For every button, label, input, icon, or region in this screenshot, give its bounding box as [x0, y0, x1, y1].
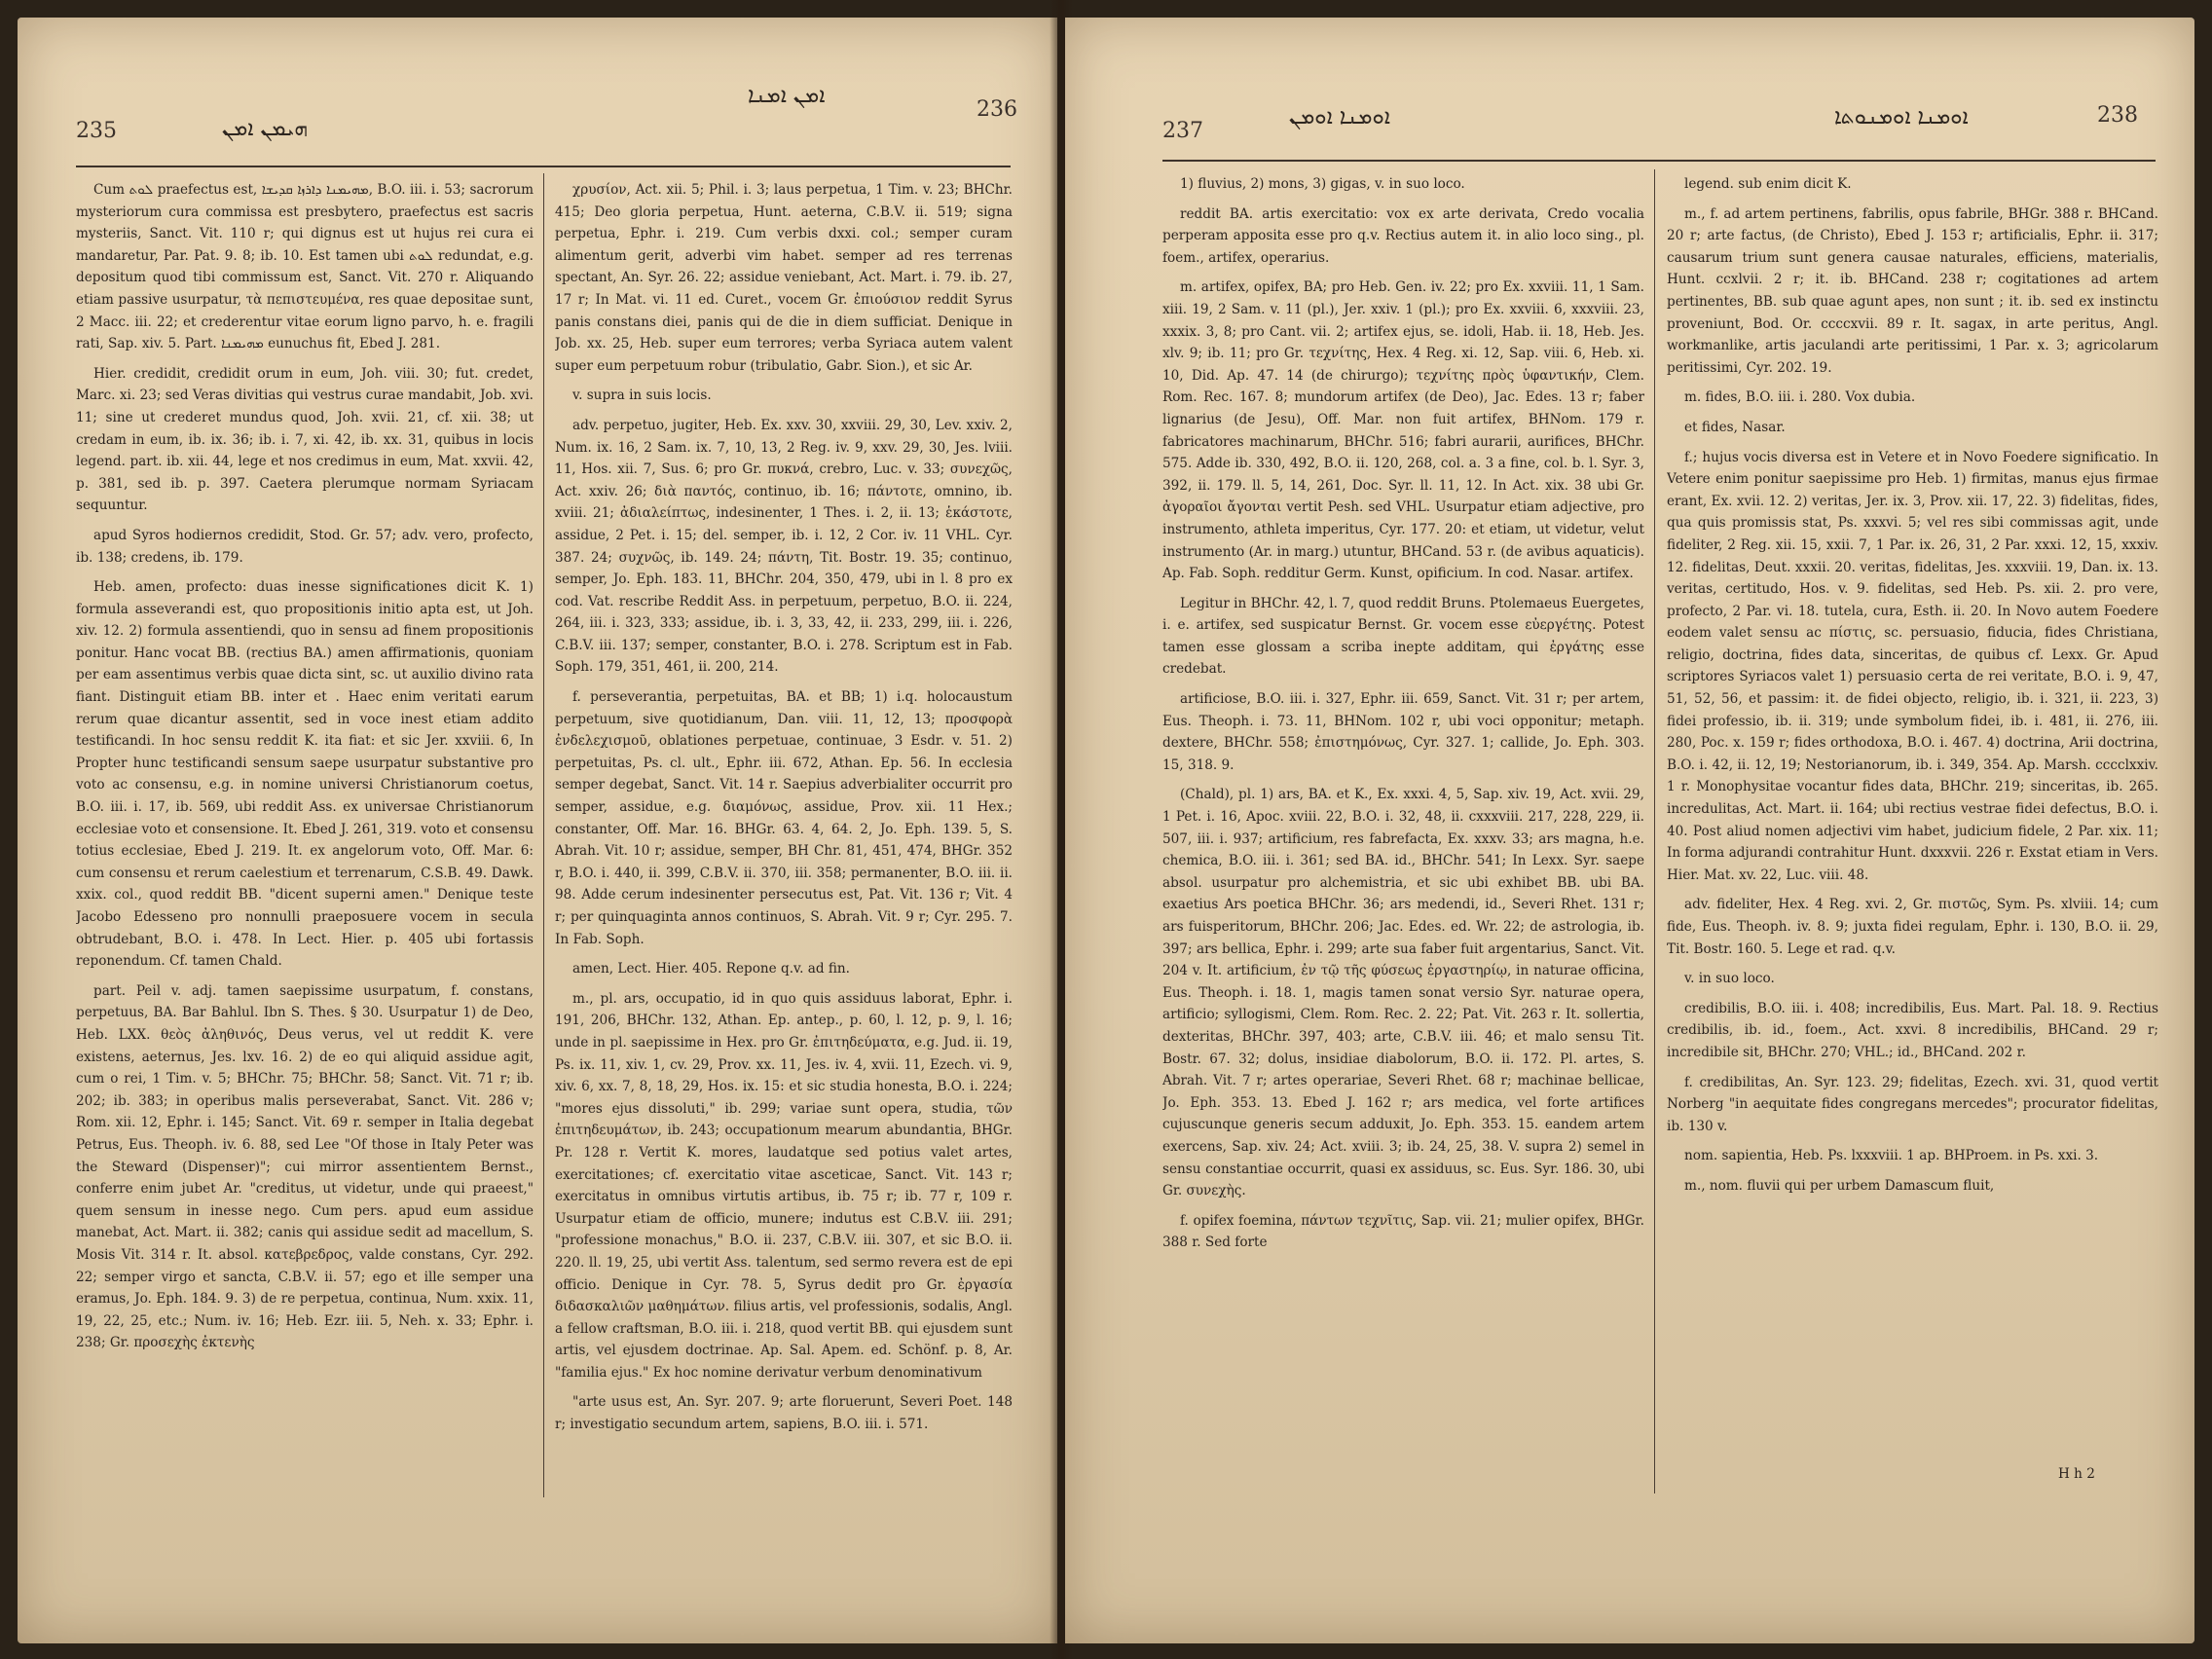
entry-paragraph: m., nom. fluvii qui per urbem Damascum fluit, — [1684, 1177, 1995, 1194]
entry-paragraph: Legitur in BHChr. 42, l. 7, quod reddit Bruns. Ptolemaeus Euergetes, i. e. artifex, sed suspicatur Bernst. Gr. vocem esse εὐεργέτης. Potest tamen esse glossam a scriba inepte additam, qui ἐργάτης esse credebat. — [1162, 595, 1644, 678]
left-page — [18, 18, 1057, 1643]
header-rule-right — [1162, 160, 2156, 162]
entry-paragraph: Hier. credidit, credidit orum in eum, Joh. viii. 30; fut. credet, Marc. xi. 23; sed Veras divitias qui vestrus curae mandabit, Job. xvi. 11; sine ut crederet mundus quod, Joh. xvii. 21, cf. xii. 38; ut credam in eum, ib. ix. 36; ib. i. 7, xi. 42, ib. xx. 31, quibus in locis legend. part. ib. xii. 44, lege et nos credimus in eum, Mat. xxvii. 42, p. 381, sed ib. p. 397. Caetera plerumque normam Syriacam sequuntur. — [76, 365, 534, 514]
entry-paragraph: f. perseverantia, perpetuitas, BA. et BB; 1) i.q. holocaustum perpetuum, sive quotidianum, Dan. viii. 11, 12, 13; προσφορὰ ἐνδελεχισμοῦ, oblationes perpetuae, continuae, 3 Esdr. v. 51. 2) perpetuitas, Ps. cl. ult., Ephr. iii. 672, Athan. Ep. 56. In ecclesia semper degebat, Sanct. Vit. 14 r. Saepius adverbialiter occurrit pro semper, assidue, e.g. διαμόνως, assidue, Prov. xii. 11 Hex.; constanter, Off. Mar. 16. BHGr. 63. 4, 64. 2, Jo. Eph. 139. 5, S. Abrah. Vit. 10 r; assidue, semper, BH Chr. 81, 451, 474, BHGr. 352 r, B.O. i. 440, ii. 399, C.B.V. ii. 370, iii. 358; permanenter, B.O. iii. ii. 98. Adde cerum indesinenter persecutus est, Pat. Vit. 136 r; Vit. 4 r; per quinquaginta annos continuos, S. Abrah. Vit. 9 r; Cyr. 295. 7. In Fab. Soph. — [555, 689, 1013, 947]
page-number-235: 235 — [76, 119, 117, 143]
running-head-right-b: ܐܘܡܢܐ ܐܘܡܢܘܬܐ — [1834, 105, 1969, 129]
column-2 — [555, 179, 1013, 1503]
entry-paragraph: reddit BA. artis exercitatio: vox ex arte derivata, Credo vocalia perperam apposita esse pro q.v. Rectius autem it. in alio loco sing., pl. foem., artifex, operarius. — [1162, 205, 1644, 266]
entry-paragraph: f. credibilitas, An. Syr. 123. 29; fidelitas, Ezech. xvi. 31, quod vertit Norberg "in aequitate fides congregans mercedes"; procurator fidelitas, ib. 130 v. — [1667, 1074, 2158, 1134]
page-number-236: 236 — [977, 97, 1017, 122]
column-3 — [1162, 173, 1644, 1497]
entry-paragraph: v. in suo loco. — [1684, 971, 1775, 987]
entry-paragraph: f.; hujus vocis diversa est in Vetere et in Novo Foedere significatio. In Vetere enim ponitur saepissime pro Heb. 1) firmitas, manus ejus firmae erant, Ex. xvii. 12. 2) veritas, Jer. ix. 3, Prov. xii. 17, 22. 3) fidelitas, fides, qua quis promissis stat, Ps. xxxvi. 5; vel res sibi commissas agit, unde fideliter, 2 Reg. xii. 15, xxii. 7, 1 Par. ix. 26, 31, 2 Par. xxxi. 12, 15, xxxiv. 12. fidelitas, Deut. xxxii. 20. veritas, fidelitas, Jes. xxxviii. 19, Dan. ix. 13. veritas, certitudo, Hos. v. 9. fidelitas, sed Heb. Ps. xii. 2. pro vere, profecto, 2 Par. vi. 18. tutela, cura, Esth. ii. 20. In Novo autem Foedere eodem valet sensu ac πίστις, sc. persuasio, fiducia, fides Christiana, religio, doctrina, fides data, sinceritas, de quibus cf. Lexx. Gr. Apud scriptores Syriacos valet 1) persuasio certa de rei veritate, B.O. i. 9, 47, 51, 52, 56, et passim: it. de fidei objecto, religio, ib. i. 321, ii. 223, 3) fidei professio, ib. ii. 319; unde symbolum fidei, ib. i. 481, ii. 276, iii. 280, Poc. x. 159 r; fides orthodoxa, B.O. i. 467. 4) doctrina, Arii doctrina, B.O. i. 42, ii. 12, 19; Nestorianorum, ib. i. 349, 354. Ap. Marsh. cccclxxiv. 1 r. Monophysitae vocantur fides data, BHChr. 219; sinceritas, ib. 265. incredulitas, Act. Mart. ii. 164; ubi rectius vestrae fidei defectus, B.O. i. 40. Post aliud nomen adjectivi vim habet, judicium fidele, 2 Par. xix. 11; In forma adjurandi contrahitur Hunt. dxxxvii. 226 r. Exstat etiam in Vers. Hier. Mat. xv. 22, Luc. viii. 48. — [1667, 449, 2158, 883]
entry-paragraph: adv. fideliter, Hex. 4 Reg. xvi. 2, Gr. πιστῶς, Sym. Ps. xlviii. 14; cum fide, Eus. Theoph. iv. 8. 9; juxta fidei regulam, Ephr. i. 130, B.O. ii. 29, Tit. Bostr. 160. 5. Lege et rad. q.v. — [1667, 897, 2158, 957]
entry-paragraph: (Chald), pl. 1) ars, BA. et K., Ex. xxxi. 4, 5, Sap. xiv. 19, Act. xvii. 29, 1 Pet. i. 16, Apoc. xviii. 22, B.O. i. 32, 48, ii. cxxxviii. 217, 228, 229, ii. 507, iii. i. 937; artificium, res fabrefacta, Ex. xxxv. 33; ars magna, h.e. chemica, B.O. iii. i. 361; sed BA. id., BHChr. 541; In Lexx. Syr. saepe absol. usurpatur pro alchemistria, et sic ubi exhibet BB. ubi BA. exaetius Ars poetica BHChr. 36; ars medendi, id., Severi Rhet. 131 r; ars fuisperitorum, BHChr. 206; Jac. Edes. ed. Wr. 22; de astrologia, ib. 397; ars bellica, Ephr. i. 299; arte sua faber fuit argentarius, Sanct. Vit. 204 v. It. artificium, ἐν τῷ τῆς φύσεως ἐργαστηρίῳ, in naturae officina, Eus. Theoph. i. 18. 1, magis tamen sonat versio Syr. naturae opera, artificio; syllogismi, Clem. Rom. Rec. 2. 22; Pat. Vit. 263 r. It. sollertia, dexteritas, BHChr. 397, 403; arte, C.B.V. iii. 46; et malo sensu Tit. Bostr. 67. 32; dolus, insidiae diabolorum, B.O. ii. 172. Pl. artes, S. Abrah. Vit. 7 r; artes operariae, Severi Rhet. 68 r; machinae bellicae, Jo. Eph. 353. 13. Ebed J. 162 r; ars medica, vel forte artifices cujuscunque generis secum adduxit, Jo. Eph. 353. 15. eandem artem exercens, Sap. xiv. 24; Act. xviii. 3; ib. 24, 25, 38. V. supra 2) semel in sensu constantiae occurrit, quasi ex assiduus, sc. Eus. Syr. 186. 30, ubi Gr. συνεχὴς. — [1162, 787, 1644, 1199]
running-head-left-b: ܐܡܢ ܐܡܢܐ — [748, 84, 826, 108]
entry-paragraph: credibilis, B.O. iii. i. 408; incredibilis, Eus. Mart. Pal. 18. 9. Rectius credibilis, ib. id., foem., Act. xxvi. 8 incredibilis, BHCand. 29 r; incredibile sit, BHChr. 270; VHL.; id., BHCand. 202 r. — [1667, 1000, 2158, 1060]
running-head-right-a: ܐܘܡܢܐ ܐܘܡܢ — [1289, 105, 1390, 129]
page-number-237: 237 — [1162, 119, 1203, 143]
entry-paragraph: 1) fluvius, 2) mons, 3) gigas, v. in suo loco. — [1180, 176, 1465, 192]
header-rule-left — [76, 166, 1011, 167]
column-divider-left — [543, 173, 544, 1497]
entry-paragraph: amen, Lect. Hier. 405. Repone q.v. ad fin. — [572, 961, 850, 977]
column-divider-right — [1654, 169, 1655, 1493]
entry-paragraph: apud Syros hodiernos credidit, Stod. Gr. 57; adv. vero, profecto, ib. 138; credens, ib. 179. — [76, 527, 534, 566]
entry-paragraph: m. fides, B.O. iii. i. 280. Vox dubia. — [1684, 389, 1916, 406]
left-page-header — [76, 84, 1017, 171]
entry-paragraph: adv. perpetuo, jugiter, Heb. Ex. xxv. 30, xxviii. 29, 30, Lev. xxiv. 2, Num. ix. 16, 2 Sam. ix. 7, 10, 13, 2 Reg. iv. 9, xxv. 29, 30, Jes. lviii. 11, Hos. xii. 7, Sus. 6; pro Gr. πυκνά, crebro, Luc. v. 33; συνεχῶς, Act. xxiv. 26; διὰ παντός, continuo, ib. 16; πάντοτε, omnino, ib. xviii. 21; ἀδιαλείπτως, indesinenter, 1 Thes. i. 2, ii. 13; ἑκάστοτε, assidue, 2 Pet. i. 15; del. semper, ib. i. 12, 2 Cor. iv. 11 VHL. Cyr. 387. 24; συχνῶς, ib. 149. 24; πάντη, Tit. Bostr. 19. 35; continuo, semper, Jo. Eph. 183. 11, BHChr. 204, 350, 479, ubi in l. 8 pro ex cod. Vat. rescribe Reddit Ass. in perpetuum, perpetuo, B.O. ii. 224, 264, iii. i. 323, 333; assidue, ib. i. 3, 33, 42, ii. 233, 299, iii. i. 226, C.B.V. iii. 137; semper, constanter, B.O. i. 278. Scriptum est in Fab. Soph. 179, 351, 461, ii. 200, 214. — [555, 417, 1013, 676]
running-head-left-a: ܗܝܡܢ ܐܡܢ — [222, 117, 309, 141]
entry-paragraph: χρυσίον, Act. xii. 5; Phil. i. 3; laus perpetua, 1 Tim. v. 23; BHChr. 415; Deo gloria perpetua, Hunt. aeterna, C.B.V. ii. 519; signa perpetua, Ephr. i. 219. Cum verbis dxxi. col.; semper curam alimentum gerit, adverbi vim habet. semper ad res terrenas spectant, An. Syr. 26. 22; assidue veniebant, Act. Mart. i. 79. ib. 27, 17 r; In Mat. vi. 11 ed. Curet., vocem Gr. ἐπιούσιον reddit Syrus panis constans diei, panis qui de die in diem sufficiat. Denique in Job. xx. 25, Heb. super eum terrores; verba Syriaca autem valent super eum perpetuum robur (tribulatio, Gabr. Sion.), et sic Ar. — [555, 182, 1013, 374]
entry-paragraph: m. artifex, opifex, BA; pro Heb. Gen. iv. 22; pro Ex. xxviii. 11, 1 Sam. xiii. 19, 2 Sam. v. 11 (pl.), Jer. xxiv. 1 (pl.); pro Ex. xxviii. 6, xxxviii. 23, xxxix. 3, 8; pro Cant. vii. 2; artifex ejus, se. idoli, Hab. ii. 18, Heb. Jes. xlv. 9; ib. 11; pro Gr. τεχνίτης, Hex. 4 Reg. xi. 12, Sap. viii. 6, Heb. xi. 10, Did. Ap. 47. 14 (de chirurgo); τεχνίτης πρὸς ὑφαντικήν, Clem. Rom. Rec. 167. 8; mundorum artifex (de Deo), Jac. Edes. 13 r; faber lignarius (de Jesu), Off. Mar. non fuit artifex, BHNom. 179 r. fabricatores machinarum, BHChr. 516; fabri aurarii, aurifices, BHChr. 575. Adde ib. 330, 492, B.O. ii. 120, 268, col. a. 3 a fine, col. b. l. Syr. 3, 392, ii. 179. ll. 5, 14, 261, Doc. Syr. ll. 11, 12. In Act. xix. 38 ubi Gr. ἀγοραῖοι ἄγονται vertit Pesh. sed VHL. Usurpatur etiam adjective, pro instrumento, athleta imperitus, Cyr. 177. 20: et etiam, ut videtur, velut instrumento (Ar. in marg.) utuntur, BHCand. 53 r. (de avibus aquaticis). Ap. Fab. Soph. redditur Germ. Kunst, opificium. In cod. Nasar. artifex. — [1162, 279, 1644, 582]
right-page — [1065, 18, 2194, 1643]
page-number-238: 238 — [2097, 103, 2138, 128]
column-1 — [76, 179, 534, 1503]
entry-paragraph: artificiose, B.O. iii. i. 327, Ephr. iii. 659, Sanct. Vit. 31 r; per artem, Eus. Theoph. i. 73. 11, BHNom. 102 r, ubi voci opponitur; metaph. dextere, BHChr. 558; ἐπιστημόνως, Cyr. 327. 1; callide, Jo. Eph. 303. 15, 318. 9. — [1162, 691, 1644, 773]
entry-paragraph: Heb. amen, profecto: duas inesse significationes dicit K. 1) formula asseverandi est, quo propositionis initio apta est, ut Joh. xiv. 12. 2) formula assentiendi, quo in sensu ad finem propositionis ponitur. Hanc vocat BB. (rectius BA.) amen affirmationis, quoniam per eam assentimus verbis quae dicta sint, sc. ut auxilio divino rata fiant. Distinguit etiam BB. inter et . Haec enim veritati earum rerum quae dicantur assentit, sed in voce inest etiam addito testificandi. In hoc sensu reddit K. ita fiat: et sic Jer. xxviii. 6, In Propter hunc testificandi sensum saepe usurpatur substantive pro voto ac consensu, e.g. in nomine universi Christianorum coetus, B.O. iii. i. 17, ib. 569, ubi reddit Ass. ex universae Christianorum ecclesiae voto et consensione. It. Ebed J. 261, 319. voto et consensu totius ecclesiae, Ebed J. 219. It. ex angelorum voto, Off. Mar. 6: cum consensu et rerum caelestium et terrenarum, C.S.B. 49. Dawk. xxix. col., quod reddit BB. "dicent superni amen." Denique teste Jacobo Edesseno pro nonnulli praeposuere vocem in secula obtrudebant, B.O. i. 478. In Lect. Hier. p. 405 ubi fortassis reponendum. Cf. tamen Chald. — [76, 579, 534, 970]
signature-mark: H h 2 — [2058, 1466, 2095, 1482]
column-4 — [1667, 173, 2158, 1458]
entry-paragraph: legend. sub enim dicit K. — [1684, 176, 1852, 192]
entry-paragraph: v. supra in suis locis. — [572, 387, 712, 404]
entry-paragraph: "arte usus est, An. Syr. 207. 9; arte floruerunt, Severi Poet. 148 r; investigatio secundum artem, sapiens, B.O. iii. i. 571. — [555, 1394, 1013, 1433]
entry-paragraph: nom. sapientia, Heb. Ps. lxxxviii. 1 ap. BHProem. in Ps. xxi. 3. — [1684, 1148, 2099, 1164]
entry-paragraph: f. opifex foemina, πάντων τεχνῖτις, Sap. vii. 21; mulier opifex, BHGr. 388 r. Sed forte — [1162, 1212, 1644, 1251]
entry-paragraph: m., pl. ars, occupatio, id in quo quis assiduus laborat, Ephr. i. 191, 206, BHChr. 132, Athan. Ep. antep., p. 60, l. 12, p. 9, l. 16; unde in pl. saepissime in Hex. pro Gr. ἐπιτηδεύματα, e.g. Jud. ii. 19, Ps. ix. 11, xiv. 1, cv. 29, Prov. xx. 11, Jes. iv. 4, xvii. 11, Ezech. vi. 9, xiv. 6, xx. 7, 8, 18, 29, Hos. ix. 15: et sic studia honesta, B.O. i. 224; "mores ejus dissoluti," ib. 299; variae sunt opera, studia, τῶν ἐπιτηδευμάτων, ib. 243; occupationum mearum abundantia, BHGr. Pr. 128 r. Vertit K. mores, laudatque sed potius valet artes, exercitationes; cf. exercitatio vitae asceticae, Sanct. Vit. 143 r; exercitatus in omnibus virtutis artibus, ib. 75 r; ib. 77 r, 109 r. Usurpatur etiam de officio, munere; indutus est C.B.V. iii. 291; "professione monachus," B.O. ii. 237, C.B.V. iii. 307, et sic B.O. ii. 220. ll. 19, 25, ubi vertit Ass. talentum, sed sermo revera est de epi officio. Denique in Cyr. 78. 5, Syrus dedit pro Gr. ἐργασία διδασκαλιῶν μαθημάτων. filius artis, vel professionis, sodalis, Angl. a fellow craftsman, B.O. iii. i. 218, quod vertit BB. qui ejusdem sunt artis, vel ejusdem doctrinae. Ap. Sal. Apem. ed. Schönf. p. 8, Ar. "familia ejus." Ex hoc nomine derivatur verbum denominativum — [555, 990, 1013, 1381]
entry-paragraph: et fides, Nasar. — [1684, 419, 1786, 435]
entry-paragraph: Cum ܠܘܬ praefectus est, ܡܗܝܡܢܐ ܕܐܪܙܐ ܩܕܝܫܐ, B.O. iii. i. 53; sacrorum mysteriorum cura commissa est presbytero, praefectus est sacris mysteriis, Sanct. Vit. 110 r; qui dignus est ut hujus rei cura ei mandaretur, Par. Pat. 9. 8; ib. 10. Est tamen ubi ܠܘܬ redundat, e.g. depositum quod tibi commissum est, Sanct. Vit. 270 r. Aliquando etiam passive usurpatur, τὰ πεπιστευμένα, res quae depositae sunt, 2 Macc. iii. 22; et crederentur vitae eorum ligno parvo, h. e. fragili rati, Sap. xiv. 5. Part. ܡܗܝܡܢܐ eunuchus fit, Ebed J. 281. — [76, 182, 534, 352]
entry-paragraph: m., f. ad artem pertinens, fabrilis, opus fabrile, BHGr. 388 r. BHCand. 20 r; arte factus, (de Christo), Ebed J. 153 r; artificialis, Ephr. ii. 317; causarum trium sunt genera causae naturales, efficiens, materialis, Hunt. ccxlvii. 2 r; it. ib. BHCand. 238 r; cogitationes ad artem pertinentes, BB. sub quae agunt apes, non sunt ; it. ib. sed ex instinctu proveniunt, Bod. Or. ccccxvii. 89 r. It. sagax, in arte peritus, Angl. workmanlike, artis jaculandi arte peritissimi, 1 Par. x. 3; agricolarum peritissimi, Cyr. 202. 19. — [1667, 205, 2158, 376]
entry-paragraph: part. Peil v. adj. tamen saepissime usurpatum, f. constans, perpetuus, BA. Bar Bahlul. Ibn S. Thes. § 30. Usurpatur 1) de Deo, Heb. LXX. θεὸς ἀληθινός, Deus verus, vel ut reddit K. vere existens, aeternus, Jes. lxv. 16. 2) de eo qui aliquid assidue agit, cum o rei, 1 Tim. v. 5; BHChr. 75; BHChr. 58; Sanct. Vit. 71 r; ib. 202; ib. 383; in operibus malis perseverabat, Sanct. Vit. 286 v; Rom. xii. 12, Ephr. i. 145; Sanct. Vit. 69 r. semper in Italia degebat Petrus, Eus. Theoph. iv. 6. 88, sed Lee "Of those in Italy Peter was the Steward (Dispenser)"; cui mirror assentientem Bernst., conferre enim jubet Ar. "creditus, ut videtur, unde qui praeest," quem sensum in inesse nego. Cum pers. apud eum assidue manebat, Act. Mart. ii. 382; canis qui assidue sedit ad macellum, S. Mosis Vit. 314 r. It. absol. κατεβρεδρος, valde constans, Cyr. 292. 22; semper virgo et sancta, C.B.V. ii. 57; ego et ille semper una eramus, Jo. Eph. 184. 9. 3) de re perpetua, continua, Num. xxix. 11, 19, 22, 25, etc.; Num. iv. 16; Heb. Ezr. iii. 5, Neh. x. 33; Ephr. i. 238; Gr. προσεχὴς ἐκτενὴς — [76, 982, 534, 1351]
